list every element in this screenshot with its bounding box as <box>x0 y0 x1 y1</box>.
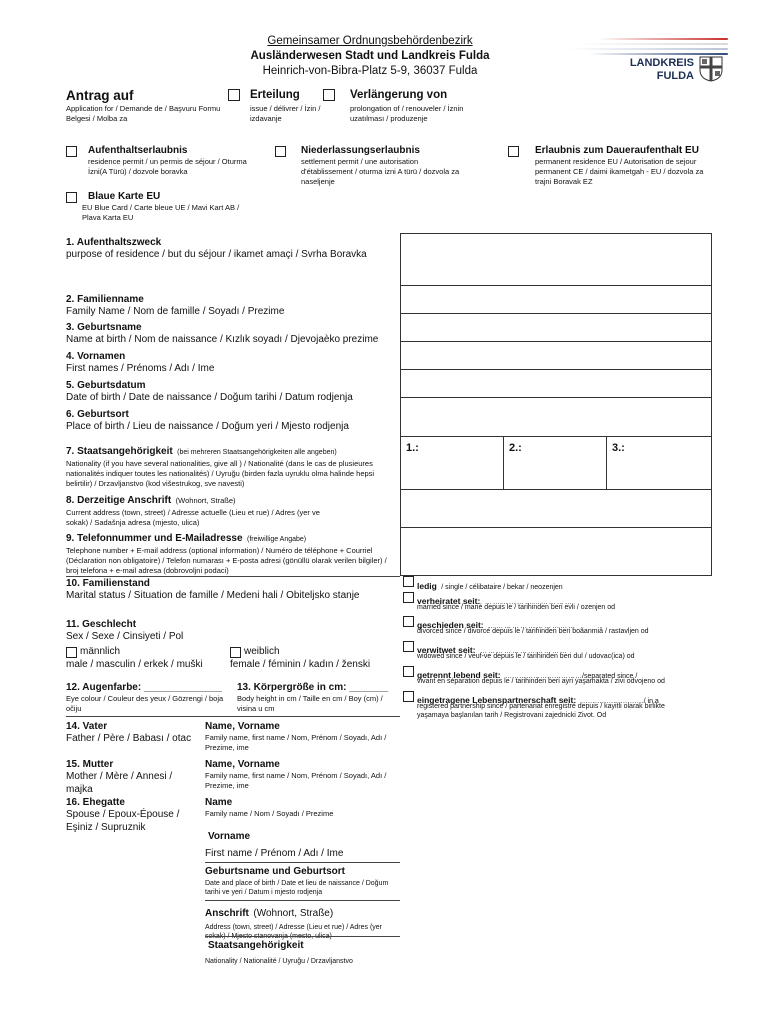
ledig-sub: / single / célibataire / bekar / neozenjen <box>441 584 563 591</box>
geschieden-dots: …………………………… <box>488 623 577 630</box>
f12-text: Eye colour / Couleur des yeux / Gözrengi / boja očiju <box>66 694 224 714</box>
logo-text <box>622 57 694 82</box>
f14-text: Father / Père / Babası / otac <box>66 733 192 744</box>
lebenspartnerschaft-label: eingetragene Lebenspartnerschaft seit: <box>417 695 577 705</box>
anschrift-note: (Wohnort, Straße) <box>253 908 334 919</box>
erteilung-label: Erteilung <box>250 89 300 101</box>
f5-text: Date of birth / Date de naissance / Doğum tarihi / Datum rodjenja <box>66 392 353 403</box>
f13-label: 13. Körpergröße in cm: _______ <box>237 682 389 693</box>
antrag-title: Antrag auf <box>66 88 134 103</box>
female-sub: female / féminin / kadın / ženski <box>230 659 371 670</box>
f16-name-sub: Family name / Nom / Soyadı / Prezime <box>205 809 334 818</box>
geschieden-label: geschieden seit: <box>417 620 484 630</box>
f8-label: 8. Derzeitige Anschrift <box>66 495 172 506</box>
f8-input-box[interactable] <box>400 489 712 528</box>
f2-input-box[interactable] <box>400 285 712 314</box>
header-block <box>230 34 510 79</box>
f5-label: 5. Geburtsdatum <box>66 380 146 391</box>
f3-input-box[interactable] <box>400 313 712 342</box>
ledig-label: ledig <box>417 581 437 591</box>
separator <box>205 900 400 901</box>
nat1-box[interactable] <box>400 436 504 490</box>
erteilung-checkbox[interactable] <box>228 89 240 101</box>
dauer-sub: permanent residence EU / Autorisation de sejour permanent CE / daimi ikametgah - EU / dozvola za trajni Boravak EZ <box>535 157 704 187</box>
f1-input-box[interactable] <box>400 233 712 286</box>
logo-line1: LANDKREIS <box>629 57 694 69</box>
f8-note: (Wohnort, Straße) <box>175 496 236 505</box>
f14-name-label: Name, Vorname <box>205 721 280 732</box>
f11-text: Sex / Sexe / Cinsiyeti / Pol <box>66 631 184 642</box>
f9-input-box[interactable] <box>400 527 712 576</box>
f1-label: 1. Aufenthaltszweck <box>66 237 162 248</box>
anschrift-label: Anschrift <box>205 908 249 919</box>
geschieden-checkbox[interactable] <box>403 616 414 627</box>
getrennt-sub: vivant en séparation depuis le / tarihinden beri ayri yaşamakta / zivi odvojeno od <box>417 678 665 685</box>
f4-text: First names / Prénoms / Adı / Ime <box>66 363 215 374</box>
geb-sub: Date and place of birth / Date et lieu de naissance / Doğum tarihi ve yeri / Datum i mjesto rodjenja <box>205 880 389 897</box>
verlaengerung-checkbox[interactable] <box>323 89 335 101</box>
nat3-label: 3.: <box>612 442 625 454</box>
f16-text: Spouse / Epoux-Épouse / Eşiniz / Supruznik <box>66 809 180 833</box>
female-label: weiblich <box>244 646 280 657</box>
f9-text: Telephone number + E-mail address (optional information) / Numéro de téléphone + Courriel (Déclaration non obligatoire) / Telefon numarası + E-posta adresi (gönüllü olarak verilen bilgiler) / broj telefona + e-mail adresa (dobrovoljni podaci) <box>66 546 387 576</box>
logo-stripes <box>568 38 728 58</box>
vorname-sub: First name / Prénom / Adı / Ime <box>205 848 344 859</box>
f3-label: 3. Geburtsname <box>66 322 142 333</box>
f7-text: Nationality (if you have several nationalities, give all ) / Nationalité (dans le cas de plusieures nationalités indiquer toutes les nationalités) / Uyruğu (birden fazla uyruklu olma halinde hepsi belirtilir) / Drzavljanstvo (kod višestrukog, sve navesti) <box>66 459 375 489</box>
separator <box>66 716 400 717</box>
dauer-label: Erlaubnis zum Daueraufenthalt EU <box>535 145 699 156</box>
blaue-karte-label: Blaue Karte EU <box>88 191 161 202</box>
blaue-karte-checkbox[interactable] <box>66 192 77 203</box>
f3-text: Name at birth / Nom de naissance / Kızlık soyadı / Djevojaèko prezime <box>66 334 379 345</box>
f15-label: 15. Mutter <box>66 759 114 770</box>
verwitwet-sub: widowed since / veuf-ve depuis le / tarihinden beri dul / udovac(ica) od <box>417 653 635 660</box>
f2-label: 2. Familienname <box>66 294 144 305</box>
f14-name-sub: Family name, first name / Nom, Prénom / Soyadı, Adı / Prezime, ime <box>205 733 387 753</box>
aufenthalt-checkbox[interactable] <box>66 146 77 157</box>
separator <box>66 576 400 577</box>
f6-label: 6. Geburtsort <box>66 409 129 420</box>
f6-input-box[interactable] <box>400 397 712 437</box>
staat-sub: Nationality / Nationalité / Uyruğu / Drzavljanstvo <box>205 958 353 965</box>
f9-label: 9. Telefonnummer und E-Mailadresse <box>66 533 243 544</box>
aufenthalt-sub: residence permit / un permis de séjour / Oturma İzni(A Türü) / dozvole boravka <box>88 157 247 177</box>
f9-block <box>66 528 396 576</box>
separator <box>205 862 400 863</box>
erteilung-sub: issue / délivrer / İzin / izdavanje <box>250 104 321 124</box>
verlaengerung-label: Verlängerung von <box>350 89 448 101</box>
header-line3: Heinrich-von-Bibra-Platz 5-9, 36037 Fulda <box>262 64 478 77</box>
f15-name-sub: Family name, first name / Nom, Prénom / Soyadı, Adı / Prezime, ime <box>205 771 387 791</box>
nat1-label: 1.: <box>406 442 419 454</box>
f4-label: 4. Vornamen <box>66 351 126 362</box>
geb-label: Geburtsname und Geburtsort <box>205 866 346 877</box>
header-line1: Gemeinsamer Ordnungsbehördenbezirk <box>267 35 473 47</box>
male-label: männlich <box>80 646 121 657</box>
verheiratet-sub: married since / marié depuis le / tarihinden beri evli / ozenjen od <box>417 604 616 611</box>
f4-input-box[interactable] <box>400 341 712 370</box>
verwitwet-label: verwitwet seit: <box>417 645 476 655</box>
f7-block <box>66 441 396 489</box>
dauer-checkbox[interactable] <box>508 146 519 157</box>
f7-label: 7. Staatsangehörigkeit <box>66 446 173 457</box>
f2-text: Family Name / Nom de famille / Soyadı / Prezime <box>66 306 285 317</box>
f1-text: purpose of residence / but du séjour / ikamet amaçi / Svrha Boravka <box>66 249 367 260</box>
niederlassung-checkbox[interactable] <box>275 146 286 157</box>
anschrift-sub: Address (town, street) / Adresse (Lieu et rue) / Adres (yer sokak) / Mjesto stanovanja (mesto, ulica) <box>205 924 383 941</box>
separator <box>205 936 400 937</box>
f13-text: Body height in cm / Taille en cm / Boy (cm) / visina u cm <box>237 694 383 714</box>
nat2-label: 2.: <box>509 442 522 454</box>
ledig-checkbox[interactable] <box>403 576 414 587</box>
verheiratet-checkbox[interactable] <box>403 592 414 603</box>
niederlassung-sub: settlement permit / une autorisation d'établissement / oturma izni A türü / dozvola za naseljenje <box>301 157 460 187</box>
logo-line2: FULDA <box>656 69 694 82</box>
f6-text: Place of birth / Lieu de naissance / Doğum yeri / Mjesto rodjenja <box>66 421 349 432</box>
f12-label: 12. Augenfarbe: ______________ <box>66 682 222 693</box>
f9-note: (freiwillige Angabe) <box>246 536 307 543</box>
getrennt-label: getrennt lebend seit: <box>417 670 501 680</box>
nat3-box[interactable] <box>606 436 712 490</box>
lebenspartnerschaft-checkbox[interactable] <box>403 691 414 702</box>
f15-name-label: Name, Vorname <box>205 759 280 770</box>
verheiratet-label: verheiratet seit: <box>417 596 481 606</box>
f10-text: Marital status / Situation de famille / Medeni hali / Obiteljsko stanje <box>66 590 360 601</box>
f14-label: 14. Vater <box>66 721 108 732</box>
female-checkbox[interactable] <box>230 647 241 658</box>
male-checkbox[interactable] <box>66 647 77 658</box>
aufenthalt-label: Aufenthaltserlaubnis <box>88 145 188 156</box>
blaue-karte-sub: EU Blue Card / Carte bleue UE / Mavi Kart AB / Plava Karta EU <box>82 203 240 223</box>
niederlassung-label: Niederlassungserlaubnis <box>301 145 420 156</box>
getrennt-checkbox[interactable] <box>403 666 414 677</box>
coat-of-arms-icon <box>699 56 723 82</box>
male-sub: male / masculin / erkek / muški <box>66 659 203 670</box>
f16-label: 16. Ehegatte <box>66 797 125 808</box>
verlaengerung-sub: prolongation of / renouveler / İznin uzatılması / produzenje <box>350 104 464 124</box>
antrag-sub: Application for / Demande de / Başvuru Formu Belgesi / Molba za <box>66 104 221 124</box>
nat2-box[interactable] <box>503 436 607 490</box>
getrennt-dots: ……………………………/separated since / <box>505 673 638 680</box>
lebenspartnerschaft-dots: ………………………/ in a <box>580 698 659 705</box>
f7-note: (bei mehreren Staatsangehörigkeiten alle angeben) <box>177 449 337 456</box>
vorname-label: Vorname <box>208 831 251 842</box>
verwitwet-checkbox[interactable] <box>403 641 414 652</box>
verwitwet-dots: …………………………… <box>480 648 569 655</box>
lebenspartnerschaft-sub: registered partnership since / partenariat enregistré depuis / kayitli olarak birlikte yaşamaya başlanılan tarih / Registrovani zajednicki Zivot. Od <box>417 703 665 720</box>
f16-name-label: Name <box>205 797 233 808</box>
geschieden-sub: divorced since / divorcé depuis le / tarihinden beri boãanmiå / rastavljen od <box>417 628 649 635</box>
f5-input-box[interactable] <box>400 369 712 398</box>
f8-block <box>66 490 396 528</box>
f15-text: Mother / Mère / Annesi / majka <box>66 771 173 795</box>
verheiratet-dots: …………………………… <box>484 599 573 606</box>
header-line2: Ausländerwesen Stadt und Landkreis Fulda <box>250 49 490 62</box>
staat-label: Staatsangehörigkeit <box>208 940 304 951</box>
f8-text: Current address (town, street) / Adresse actuelle (Lieu et rue) / Adres (yer ve sokak) / Sadašnja adresa (mjesto, ulica) <box>66 508 320 528</box>
f10-label: 10. Familienstand <box>66 578 150 589</box>
f11-label: 11. Geschlecht <box>66 619 137 630</box>
